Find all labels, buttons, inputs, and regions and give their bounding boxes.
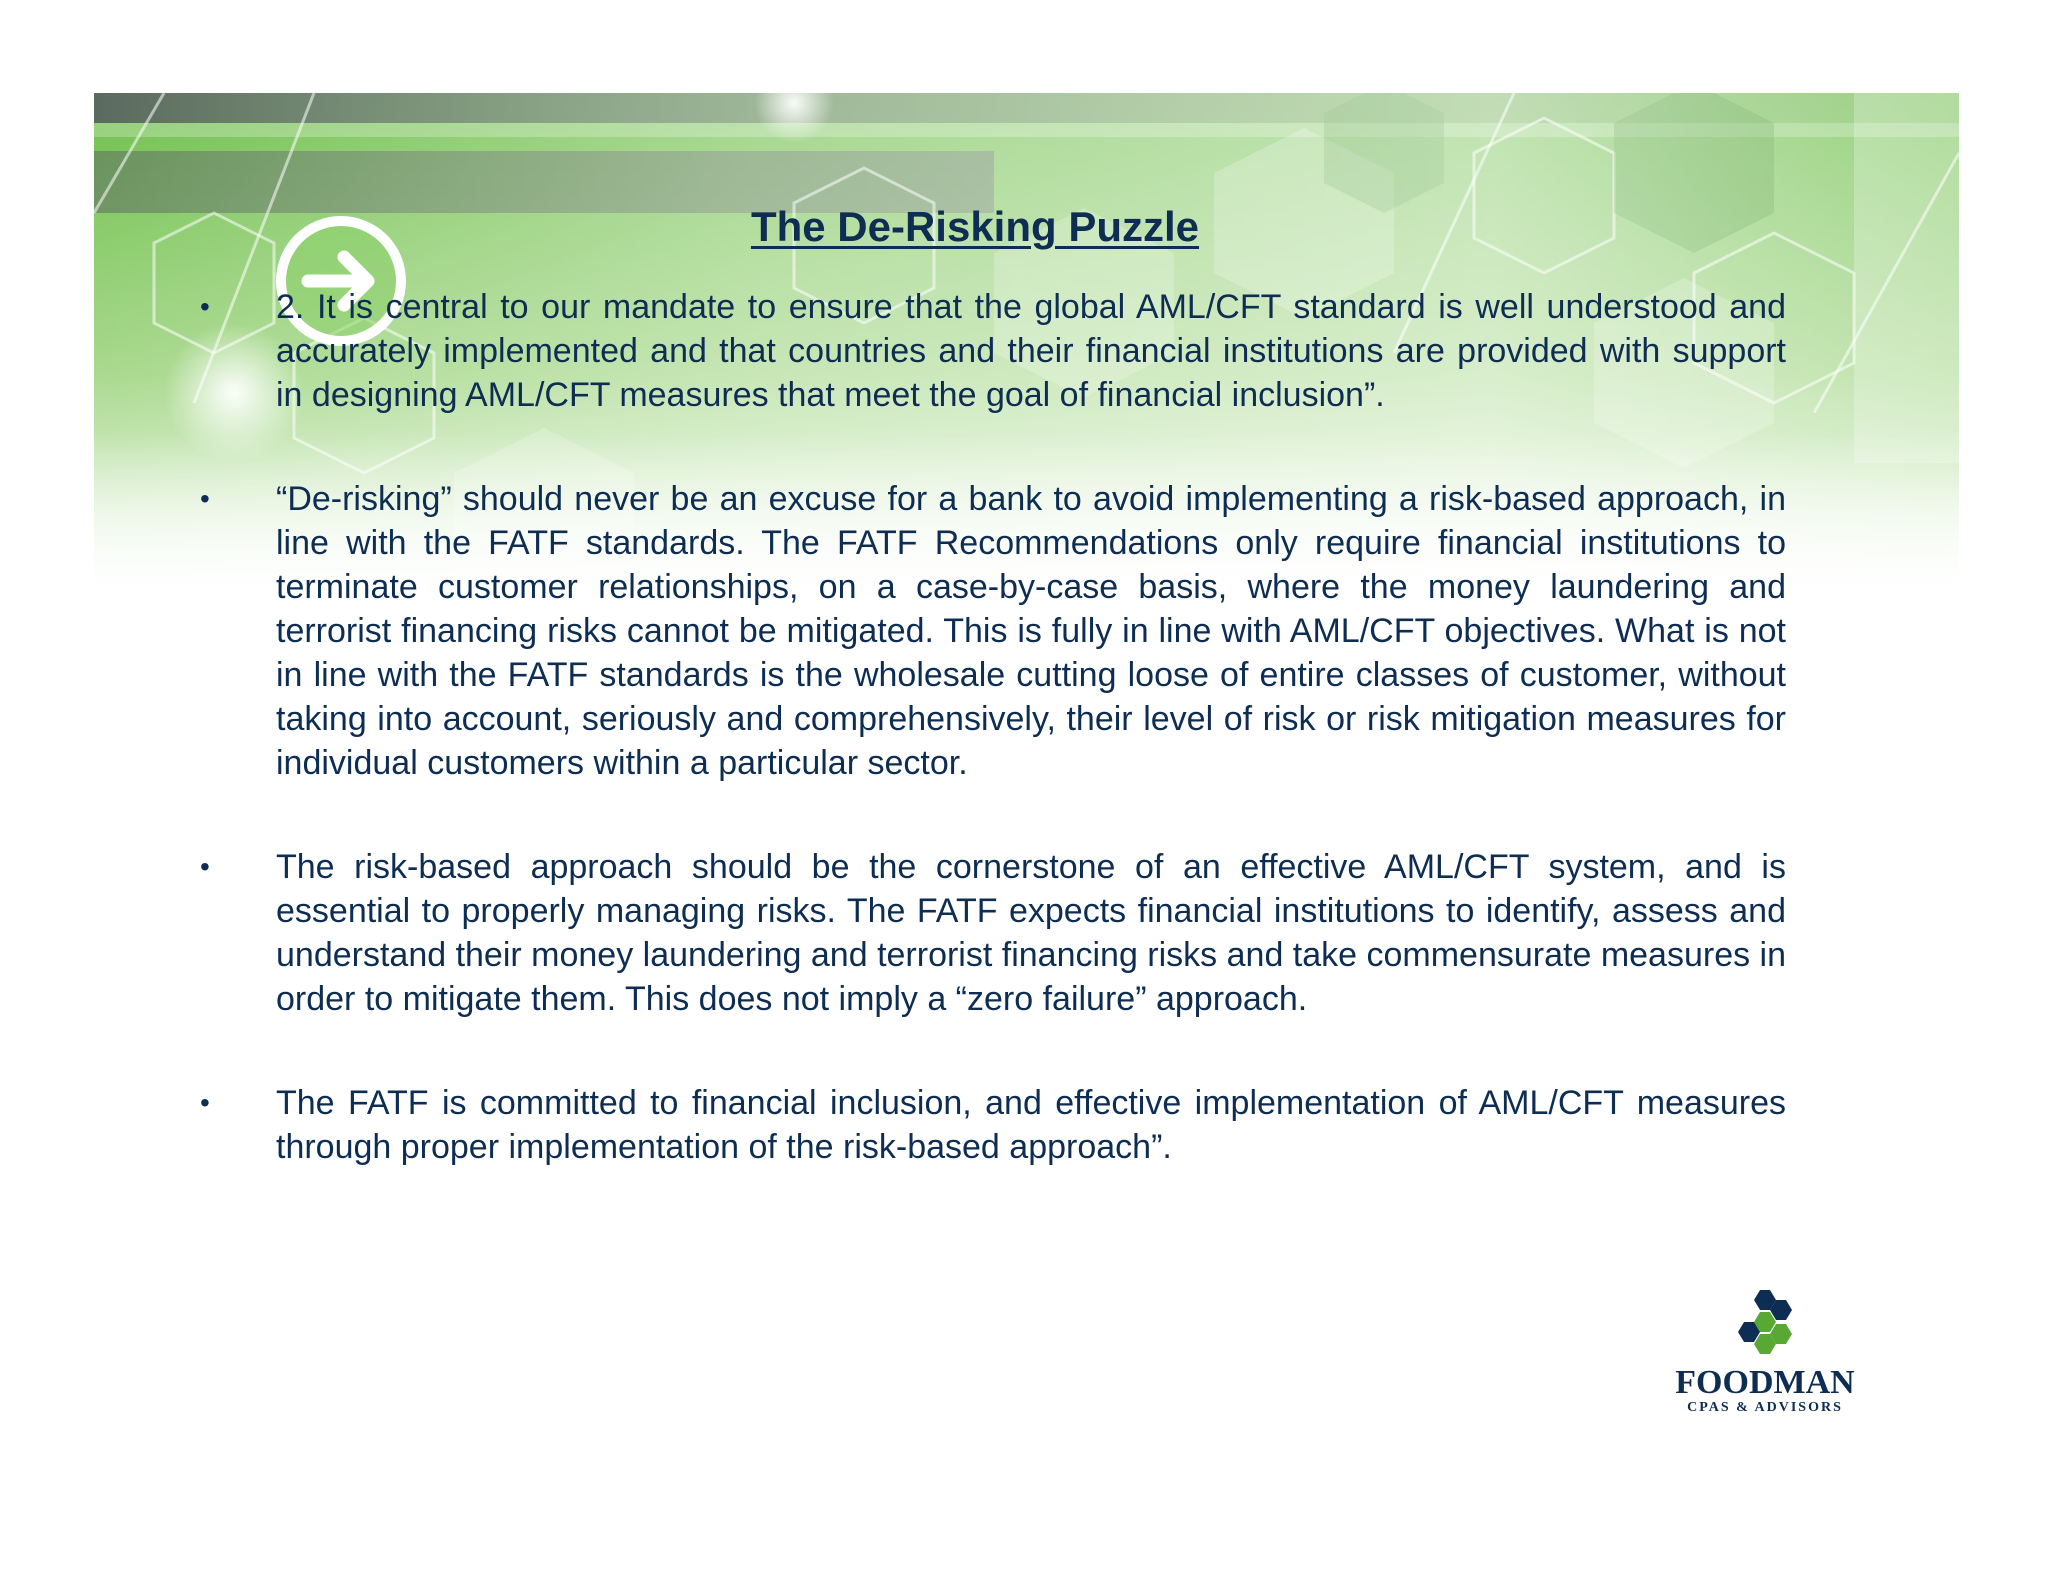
bullet-item (200, 477, 1786, 785)
bullet-text: “De-risking” should never be an excuse for a bank to avoid implementing a risk-based approach, in line with the FATF standards. The FATF Recommendations only require financial institutions to terminate customer relationships, on a case-by-case basis, where the money laundering and terrorist financing risks cannot be mitigated. This is fully in line with AML/CFT objectives. What is not in line with the FATF standards is the wholesale cutting loose of entire classes of customer, without taking into account, seriously and comprehensively, their level of risk or risk mitigation measures for individual customers within a particular sector. (276, 480, 1786, 782)
company-logo (1660, 1290, 1870, 1420)
bullet-text: 2. It is central to our mandate to ensure that the global AML/CFT standard is well understood and accurately implemented and that countries and their financial institutions are provided with support in designing AML/CFT measures that meet the goal of financial inclusion”. (276, 288, 1786, 414)
bullet-dot: • (200, 483, 210, 514)
logo-name: FOODMAN (1675, 1364, 1855, 1401)
bullet-item (200, 285, 1786, 417)
bullet-item (200, 845, 1786, 1021)
bullet-dot: • (200, 291, 210, 322)
logo-tagline: CPAS & ADVISORS (1687, 1400, 1843, 1415)
slide-title: The De-Risking Puzzle (750, 203, 1200, 250)
bullet-text: The risk-based approach should be the cornerstone of an effective AML/CFT system, and is essential to properly managing risks. The FATF expects financial institutions to identify, assess and understand their money laundering and terrorist financing risks and take commensurate measures in order to mitigate them. This does not imply a “zero failure” approach. (276, 848, 1787, 1018)
hexagon-cluster-icon (1660, 1290, 1870, 1366)
bullet-dot: • (200, 851, 210, 882)
bullet-dot: • (200, 1087, 210, 1118)
bullet-text: The FATF is committed to financial inclusion, and effective implementation of AML/CFT measures through proper implementation of the risk-based approach”. (276, 1084, 1786, 1166)
bullet-list (200, 285, 1786, 1169)
bullet-item (200, 1081, 1786, 1169)
